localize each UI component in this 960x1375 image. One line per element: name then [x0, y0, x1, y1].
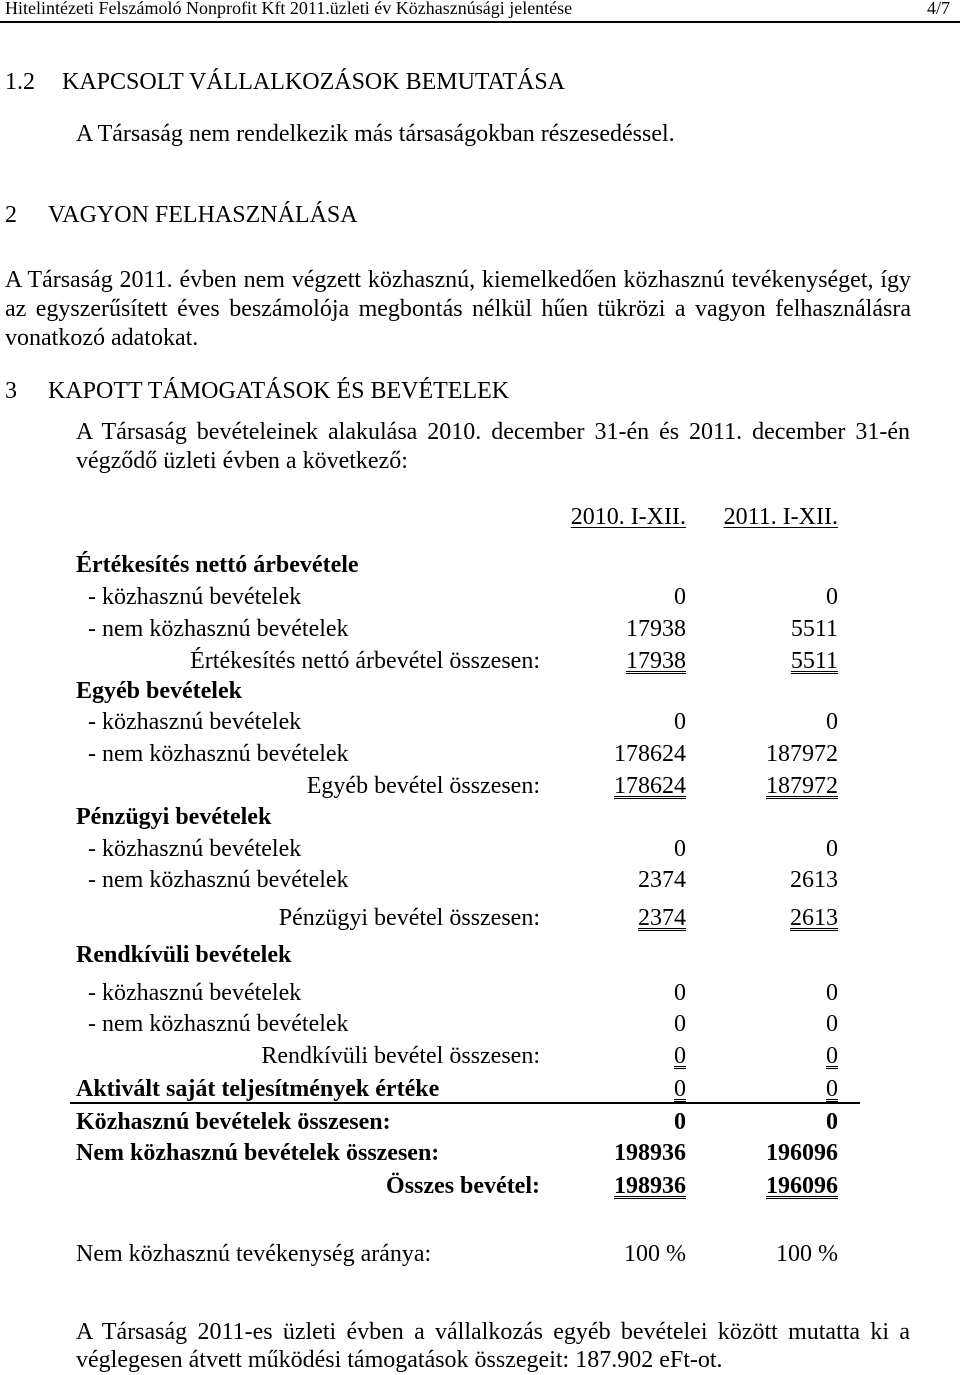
subtotal-2010: 17938	[626, 648, 686, 674]
group-title: Pénzügyi bevételek	[76, 804, 272, 830]
subtotal-2011: 5511	[790, 648, 838, 674]
table-row	[0, 834, 960, 864]
value-2010: 178624	[614, 741, 686, 767]
ratio-2011: 100 %	[776, 1241, 838, 1267]
value-2011: 5511	[790, 616, 838, 642]
row-label: - nem közhasznú bevételek	[88, 1011, 349, 1037]
table-row	[0, 865, 960, 895]
section-1-2-title: KAPCSOLT VÁLLALKOZÁSOK BEMUTATÁSA	[62, 69, 566, 95]
group-title-row	[0, 802, 960, 832]
activated-2010: 0	[674, 1076, 686, 1102]
section-1-2-body: A Társaság nem rendelkezik más társaságokban részesedéssel.	[76, 121, 675, 147]
ratio-row	[0, 1239, 960, 1269]
value-2010: 0	[674, 584, 686, 610]
grand-total-row	[0, 1171, 960, 1201]
section-3-title: KAPOTT TÁMOGATÁSOK ÉS BEVÉTELEK	[48, 378, 510, 404]
value-2011: 0	[826, 980, 838, 1006]
row-label: - közhasznú bevételek	[88, 836, 302, 862]
subtotal-label: Pénzügyi bevétel összesen:	[278, 905, 540, 931]
table-row	[0, 707, 960, 737]
section-3-number: 3	[5, 378, 17, 404]
group-title-row	[0, 940, 960, 970]
subtotal-row	[0, 771, 960, 801]
activated-row	[0, 1074, 960, 1104]
table-row	[0, 582, 960, 612]
row-label: - közhasznú bevételek	[88, 584, 302, 610]
subtotal-2010: 2374	[638, 905, 686, 931]
page-number: 4/7	[926, 0, 950, 18]
summary-row	[0, 1107, 960, 1137]
group-title-row	[0, 676, 960, 706]
subtotal-row	[0, 646, 960, 676]
table-row	[0, 1009, 960, 1039]
section-3-intro: A Társaság bevételeinek alakulása 2010. december 31-én és 2011. december 31-én végződő üzleti évben a következő:	[76, 419, 910, 474]
value-2010: 0	[674, 709, 686, 735]
value-2010: 2374	[638, 867, 686, 893]
subtotal-label: Rendkívüli bevétel összesen:	[261, 1043, 540, 1069]
summary-2010: 198936	[614, 1140, 686, 1166]
table-row	[0, 614, 960, 644]
value-2011: 0	[826, 836, 838, 862]
value-2011: 0	[826, 1011, 838, 1037]
table-row	[0, 739, 960, 769]
subtotal-label: Értékesítés nettó árbevétel összesen:	[190, 648, 540, 674]
value-2011: 2613	[790, 867, 838, 893]
group-title: Rendkívüli bevételek	[76, 942, 292, 968]
ratio-2010: 100 %	[624, 1241, 686, 1267]
value-2010: 17938	[626, 616, 686, 642]
subtotal-2011: 187972	[766, 773, 838, 799]
grand-total-label: Összes bevétel:	[386, 1173, 540, 1199]
row-label: - nem közhasznú bevételek	[88, 741, 349, 767]
column-header-2011: 2011. I-XII.	[723, 504, 838, 530]
activated-2011: 0	[826, 1076, 838, 1102]
row-label: - nem közhasznú bevételek	[88, 616, 349, 642]
table-header-row	[0, 502, 960, 532]
grand-total-2011: 196096	[766, 1173, 838, 1199]
group-title-row	[0, 550, 960, 580]
summary-2011: 196096	[766, 1140, 838, 1166]
value-2010: 0	[674, 836, 686, 862]
table-row	[0, 978, 960, 1008]
value-2011: 0	[826, 709, 838, 735]
subtotal-row	[0, 1041, 960, 1071]
summary-label: Közhasznú bevételek összesen:	[76, 1109, 391, 1135]
summary-label: Nem közhasznú bevételek összesen:	[76, 1140, 440, 1166]
row-label: - közhasznú bevételek	[88, 709, 302, 735]
summary-2011: 0	[826, 1109, 838, 1135]
section-3-closing: A Társaság 2011-es üzleti évben a vállalkozás egyéb bevételei között mutatta ki a véglegesen átvett működési támogatások összegeit: 187.902 eFt-ot.	[76, 1319, 910, 1373]
subtotal-2011: 0	[826, 1043, 838, 1069]
grand-total-2010: 198936	[614, 1173, 686, 1199]
group-title: Értékesítés nettó árbevétele	[76, 552, 359, 578]
subtotal-label: Egyéb bevétel összesen:	[306, 773, 540, 799]
row-label: - közhasznú bevételek	[88, 980, 302, 1006]
subtotal-2010: 178624	[614, 773, 686, 799]
value-2011: 0	[826, 584, 838, 610]
column-header-2010: 2010. I-XII.	[570, 504, 686, 530]
header-divider	[0, 21, 960, 23]
value-2010: 0	[674, 1011, 686, 1037]
activated-label: Aktivált saját teljesítmények értéke	[76, 1076, 440, 1102]
row-label: - nem közhasznú bevételek	[88, 867, 349, 893]
section-2-body: A Társaság 2011. évben nem végzett közhasznú, kiemelkedően közhasznú tevékenységet, így az egyszerűsített éves beszámolója megbontás nélkül hűen tükrözi a vagyon felhasználásra vonatkozó adatokat.	[5, 267, 911, 351]
summary-row	[0, 1138, 960, 1168]
subtotal-2011: 2613	[790, 905, 838, 931]
section-1-2-number: 1.2	[5, 69, 35, 95]
group-title: Egyéb bevételek	[76, 678, 242, 704]
summary-2010: 0	[674, 1109, 686, 1135]
subtotal-2010: 0	[674, 1043, 686, 1069]
section-2-title: VAGYON FELHASZNÁLÁSA	[48, 202, 358, 228]
value-2011: 187972	[766, 741, 838, 767]
subtotal-row	[0, 903, 960, 933]
value-2010: 0	[674, 980, 686, 1006]
totals-divider	[70, 1102, 860, 1104]
section-2-number: 2	[5, 202, 17, 228]
ratio-label: Nem közhasznú tevékenység aránya:	[76, 1241, 432, 1267]
header-title: Hitelintézeti Felszámoló Nonprofit Kft 2011.üzleti év Közhasznúsági jelentése	[5, 0, 573, 18]
